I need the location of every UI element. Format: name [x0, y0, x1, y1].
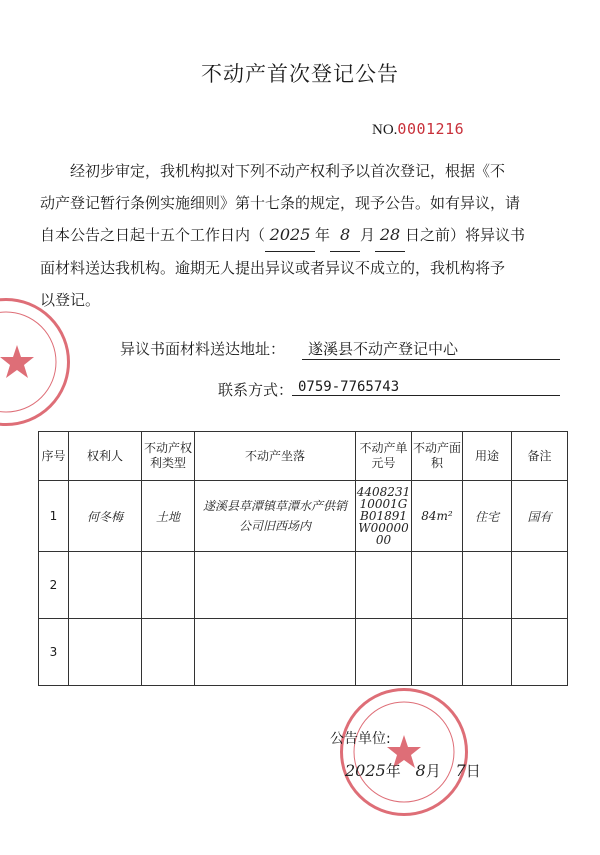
official-seal-left [0, 298, 70, 426]
issuer-label: 公告单位: [330, 731, 391, 747]
cell-use [463, 552, 512, 619]
serial-prefix: NO. [372, 122, 398, 138]
cell-no: 3 [39, 619, 69, 686]
notice-body [40, 155, 565, 316]
issue-year: 2025 [345, 761, 386, 780]
cell-location [195, 552, 356, 619]
cell-holder: 何冬梅 [69, 481, 142, 552]
cell-use [463, 619, 512, 686]
cell-holder [69, 552, 142, 619]
header-unit-no: 不动产单元号 [356, 432, 412, 481]
cell-holder [69, 619, 142, 686]
header-holder: 权利人 [69, 432, 142, 481]
cell-unit-no: 440823110001GB01891W0000000 [356, 481, 412, 552]
header-remark: 备注 [512, 432, 568, 481]
cell-remark [512, 552, 568, 619]
contact-value: 0759-7765743 [292, 379, 560, 396]
issue-day: 7 [455, 761, 466, 780]
registration-table [38, 431, 568, 686]
cell-area: 84m² [412, 481, 463, 552]
deadline-month: 8 [330, 219, 360, 252]
issue-date [345, 760, 481, 781]
address-label: 异议书面材料送达地址： [120, 340, 286, 358]
table-header-row [39, 432, 568, 481]
header-use: 用途 [463, 432, 512, 481]
cell-unit-no [356, 552, 412, 619]
body-line-5: 以登记。 [40, 291, 101, 309]
deadline-year: 2025 [265, 219, 315, 252]
cell-right-type: 土地 [142, 481, 195, 552]
serial-value: 0001216 [397, 120, 465, 138]
notice-title: 不动产首次登记公告 [201, 62, 399, 86]
cell-remark [512, 619, 568, 686]
cell-unit-no [356, 619, 412, 686]
body-line-3c: 月 [360, 226, 376, 244]
cell-right-type [142, 552, 195, 619]
address-value: 遂溪县不动产登记中心 [302, 338, 560, 360]
issue-month: 8 [415, 761, 426, 780]
body-line-3a: 自本公告之日起十五个工作日内（ [40, 226, 266, 244]
cell-area [412, 619, 463, 686]
issue-year-suffix: 年 [385, 762, 401, 780]
issue-day-suffix: 日 [465, 762, 481, 780]
cell-right-type [142, 619, 195, 686]
body-line-3d: 日之前）将异议书 [405, 226, 526, 244]
header-no: 序号 [39, 432, 69, 481]
table-row [39, 619, 568, 686]
seal-star-icon [343, 691, 465, 813]
header-right-type: 不动产权利类型 [142, 432, 195, 481]
body-line-4: 面材料送达我机构。逾期无人提出异议或者异议不成立的，我机构将予 [40, 259, 506, 277]
cell-no: 2 [39, 552, 69, 619]
body-line-1: 经初步审定，我机构拟对下列不动产权利予以首次登记，根据《不 [70, 162, 506, 180]
official-seal-right [340, 688, 468, 816]
body-line-3b: 年 [315, 226, 331, 244]
table-row [39, 481, 568, 552]
header-location: 不动产坐落 [195, 432, 356, 481]
deadline-day: 28 [375, 219, 405, 252]
cell-area [412, 552, 463, 619]
cell-no: 1 [39, 481, 69, 552]
cell-location [195, 619, 356, 686]
contact-label: 联系方式： [218, 381, 294, 399]
header-area: 不动产面 积 [412, 432, 463, 481]
cell-use: 住宅 [463, 481, 512, 552]
cell-remark: 国有 [512, 481, 568, 552]
table-row [39, 552, 568, 619]
body-line-3 [40, 219, 565, 252]
body-line-2: 动产登记暂行条例实施细则》第十七条的规定，现予公告。如有异议，请 [40, 194, 521, 212]
seal-star-icon [0, 301, 67, 423]
cell-location: 遂溪县草潭镇草潭水产供销公司旧西场内 [195, 481, 356, 552]
issue-month-suffix: 月 [425, 762, 441, 780]
serial-number [372, 120, 464, 139]
